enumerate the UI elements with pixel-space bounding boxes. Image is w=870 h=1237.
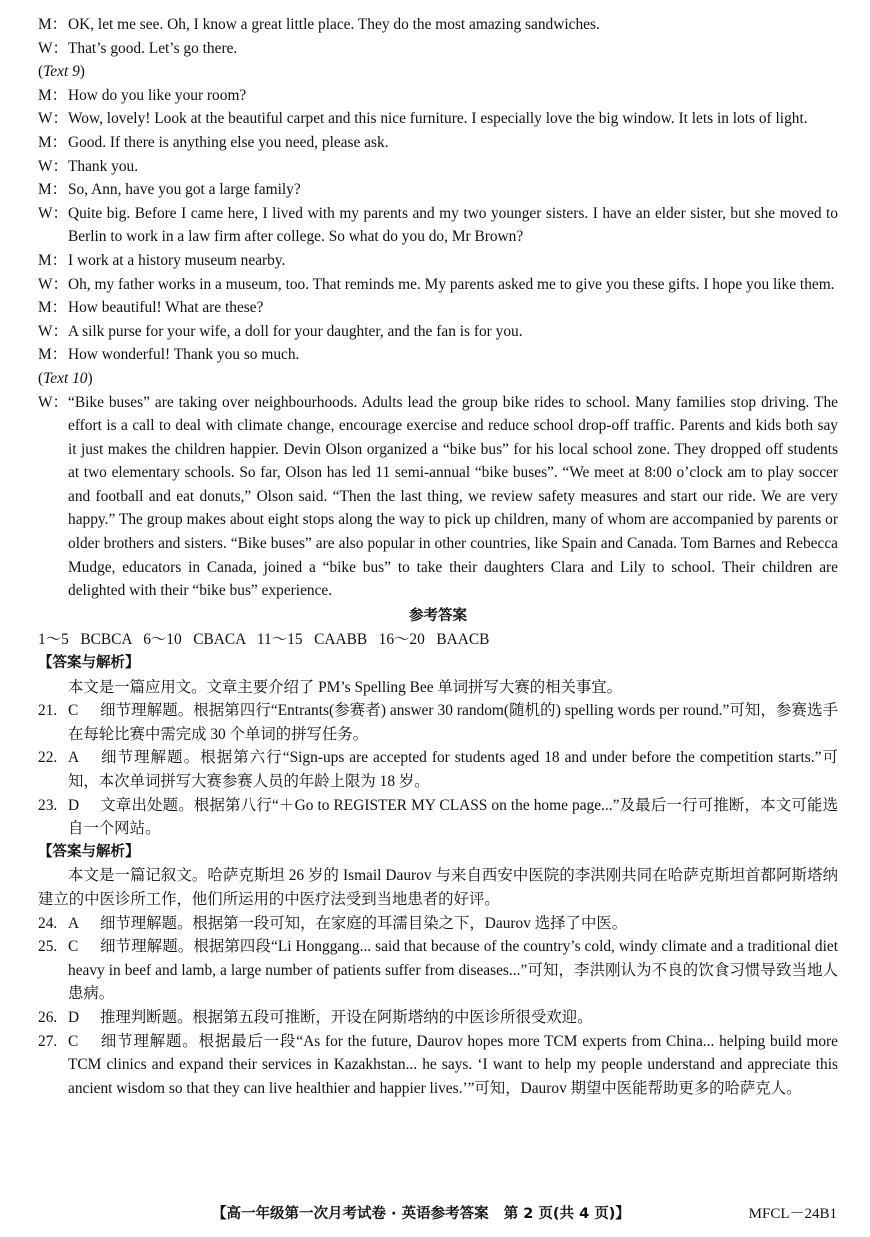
item-answer: A: [68, 914, 80, 932]
dialogue-section-a: [38, 13, 838, 60]
item-explanation: 细节理解题。根据第四行“Entrants(参赛者) answer 30 random(随机的) spelling words per round.”可知，参赛选手在每轮比赛中需完成 30 个单词的拼写任务。: [68, 702, 838, 743]
speaker-label: W：: [38, 393, 68, 411]
section2-intro: 本文是一篇记叙文。哈萨克斯坦 26 岁的 Ismail Daurov 与来自西安中医院的李洪刚共同在哈萨克斯坦首都阿斯塔纳建立的中医诊所工作，他们所运用的中医疗法受到当地患者的好评。: [38, 867, 838, 908]
answer-item: [38, 935, 838, 1006]
dialogue-line: [38, 296, 838, 320]
dialogue-text: Thank you.: [68, 157, 139, 175]
item-number: 21.: [38, 702, 58, 720]
item-number: 27.: [38, 1032, 58, 1050]
dialogue-text: How beautiful! What are these?: [68, 299, 264, 317]
speaker-label: W：: [38, 39, 68, 57]
dialogue-line: [38, 107, 838, 131]
item-explanation: 推理判断题。根据第五段可推断，开设在阿斯塔纳的中医诊所很受欢迎。: [100, 1008, 593, 1026]
dialogue-line: [38, 13, 838, 37]
speaker-label: M：: [38, 86, 68, 104]
item-answer: D: [68, 1008, 80, 1026]
text10-label: (Text 10): [38, 369, 93, 387]
dialogue-line: [38, 343, 838, 367]
section1-heading: 【答案与解析】: [38, 655, 140, 672]
dialogue-text: Good. If there is anything else you need, please ask.: [68, 133, 389, 151]
answer-item: [38, 912, 838, 936]
dialogue-line: [38, 131, 838, 155]
speaker-label: M：: [38, 181, 68, 199]
answer-item: [38, 1030, 838, 1101]
section1-items: [38, 699, 838, 841]
item-explanation: 文章出处题。根据第八行“＋Go to REGISTER MY CLASS on the home page...”及最后一行可推断，本文可能选自一个网站。: [68, 796, 838, 838]
item-explanation: 细节理解题。根据第六行“Sign-ups are accepted for students aged 18 and under before the competition starts.”可知，本次单词拼写大赛参赛人员的年龄上限为 18 岁。: [68, 749, 838, 790]
dialogue-text: That’s good. Let’s go there.: [68, 39, 238, 57]
speaker-label: M：: [38, 299, 68, 317]
dialogue-line: [38, 37, 838, 61]
text9-label: (Text 9): [38, 63, 85, 81]
dialogue-line: [38, 202, 838, 249]
speaker-label: W：: [38, 110, 68, 128]
speaker-label: M：: [38, 346, 68, 364]
answer-item: [38, 746, 838, 793]
section1-intro: 本文是一篇应用文。文章主要介绍了 PM’s Spelling Bee 单词拼写大赛的相关事宜。: [68, 678, 623, 696]
dialogue-text: So, Ann, have you got a large family?: [68, 181, 301, 199]
dialogue-line: [38, 320, 838, 344]
dialogue-line: [38, 155, 838, 179]
dialogue-line: [38, 249, 838, 273]
item-explanation: 细节理解题。根据第一段可知，在家庭的耳濡目染之下，Daurov 选择了中医。: [100, 914, 628, 932]
dialogue-text: How do you like your room?: [68, 86, 247, 104]
dialogue-text: Oh, my father works in a museum, too. That reminds me. My parents asked me to give you these gifts. I hope you like them.: [68, 275, 835, 293]
dialogue-line: [38, 273, 838, 297]
item-number: 24.: [38, 914, 58, 932]
speaker-label: W：: [38, 322, 68, 340]
item-explanation: 细节理解题。根据第四段“Li Honggang... said that because of the country’s cold, windy climate and a traditional diet heavy in beef and lamb, a large number of patients suffer from diseases...”可知，李洪刚认为不良的饮食习惯导致当地人患病。: [68, 938, 838, 1003]
speaker-label: M：: [38, 251, 68, 269]
dialogue-line: [38, 84, 838, 108]
dialogue-section-b: [38, 84, 838, 367]
item-number: 26.: [38, 1008, 58, 1026]
answer-item: [38, 794, 838, 841]
item-answer: D: [68, 796, 80, 814]
speaker-label: W：: [38, 204, 68, 222]
page-footer: [0, 1198, 870, 1228]
item-answer: A: [68, 749, 80, 767]
speaker-label: M：: [38, 16, 68, 33]
dialogue-text: Quite big. Before I came here, I lived with my parents and my two younger sisters. I have an elder sister, but she moved to Berlin to work in a law firm after college. So what do you do, Mr Brown?: [68, 204, 838, 246]
dialogue-text: OK, let me see. Oh, I know a great little place. They do the most amazing sandwiches.: [68, 16, 600, 33]
dialogue-text: A silk purse for your wife, a doll for your daughter, and the fan is for you.: [68, 322, 523, 340]
speaker-label: M：: [38, 133, 68, 151]
speaker-label: W：: [38, 275, 68, 293]
passage-body: “Bike buses” are taking over neighbourhoods. Adults lead the group bike rides to school. Many families stop driving. The effort is a call to deal with climate change, encourage exercise and reduce school drop-off traffic. Parents and kids both say it just makes the children happier. Devin Olson organized a “bike bus” for his local school zone. They dropped off students at two elementary schools. So far, Olson has led 11 semi-annual “bike buses”. “We meet at 8:00 o’clock am to play soccer and football and eat donuts,” Olson said. “Then the last thing, we review safety measures and start our ride. We are very happy.” The group makes about eight stops along the way to pick up children, many of whom are accompanied by parents or older brothers and sisters. “Bike buses” are also popular in other countries, like Spain and Canada. Tom Barnes and Rebecca Mudge, educators in Canada, joined a “bike bus” to take their daughters Clara and Lily to school. Their children are delighted with their “bike bus” experience.: [68, 393, 838, 600]
speaker-label: W：: [38, 157, 68, 175]
document-body: [38, 13, 838, 1100]
footer-title: 【高一年级第一次月考试卷 · 英语参考答案 第 2 页(共 4 页)】: [212, 1206, 630, 1222]
item-number: 23.: [38, 796, 58, 814]
dialogue-text: How wonderful! Thank you so much.: [68, 346, 300, 364]
item-number: 25.: [38, 938, 58, 956]
item-answer: C: [68, 938, 79, 956]
passage-text10: [38, 391, 838, 603]
item-number: 22.: [38, 749, 58, 767]
footer-code: MFCL－24B1: [748, 1206, 837, 1222]
dialogue-text: Wow, lovely! Look at the beautiful carpet and this nice furniture. I especially love the big window. It lets in lots of light.: [68, 110, 808, 128]
item-explanation: 细节理解题。根据最后一段“As for the future, Daurov hopes more TCM experts from China... helping build more TCM clinics and expand their services in Kazakhstan... he says. ‘I want to help my people understand and appreciate this ancient wisdom so that they can live healthier and happier lives.’”可知，Daurov 期望中医能帮助更多的哈萨克人。: [68, 1032, 838, 1097]
item-answer: C: [68, 702, 79, 720]
dialogue-text: I work at a history museum nearby.: [68, 251, 286, 269]
answer-heading: 参考答案: [409, 607, 467, 624]
answer-item: [38, 1006, 838, 1030]
section2-items: [38, 912, 838, 1101]
answer-item: [38, 699, 838, 746]
dialogue-line: [38, 178, 838, 202]
section2-heading: 【答案与解析】: [38, 843, 140, 860]
item-answer: C: [68, 1032, 79, 1050]
answer-keys: 1～5 BCBCA 6～10 CBACA 11～15 CAABB 16～20 BAACB: [38, 631, 490, 649]
